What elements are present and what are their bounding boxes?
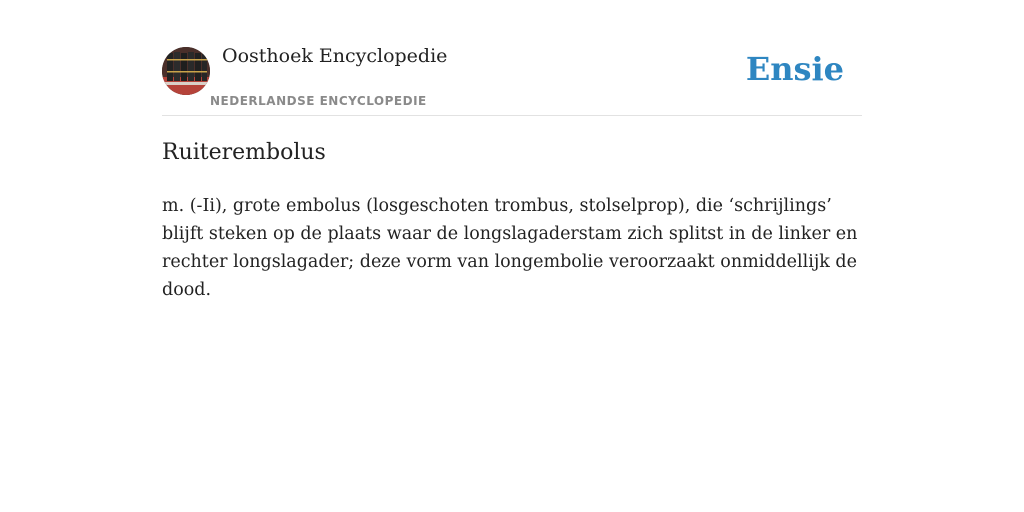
entry-definition: m. (-Ii), grote embolus (losgeschoten trombus, stolselprop), die ‘schrijlings’ blijft steken op de plaats waar de longslagaderstam zich splitst in de linker en rechter longslagader; deze vorm van longembolie veroorzaakt onmiddellijk de dood. xyxy=(162,196,858,300)
source-title-link[interactable]: Oosthoek Encyclopedie xyxy=(222,45,448,67)
encyclopedia-books-icon[interactable] xyxy=(162,47,210,95)
source-subtitle: NEDERLANDSE ENCYCLOPEDIE xyxy=(210,94,427,108)
entry-title: Ruiterembolus xyxy=(162,140,326,165)
brand-logo-link[interactable]: Ensie xyxy=(745,50,844,88)
source-header xyxy=(162,40,862,116)
